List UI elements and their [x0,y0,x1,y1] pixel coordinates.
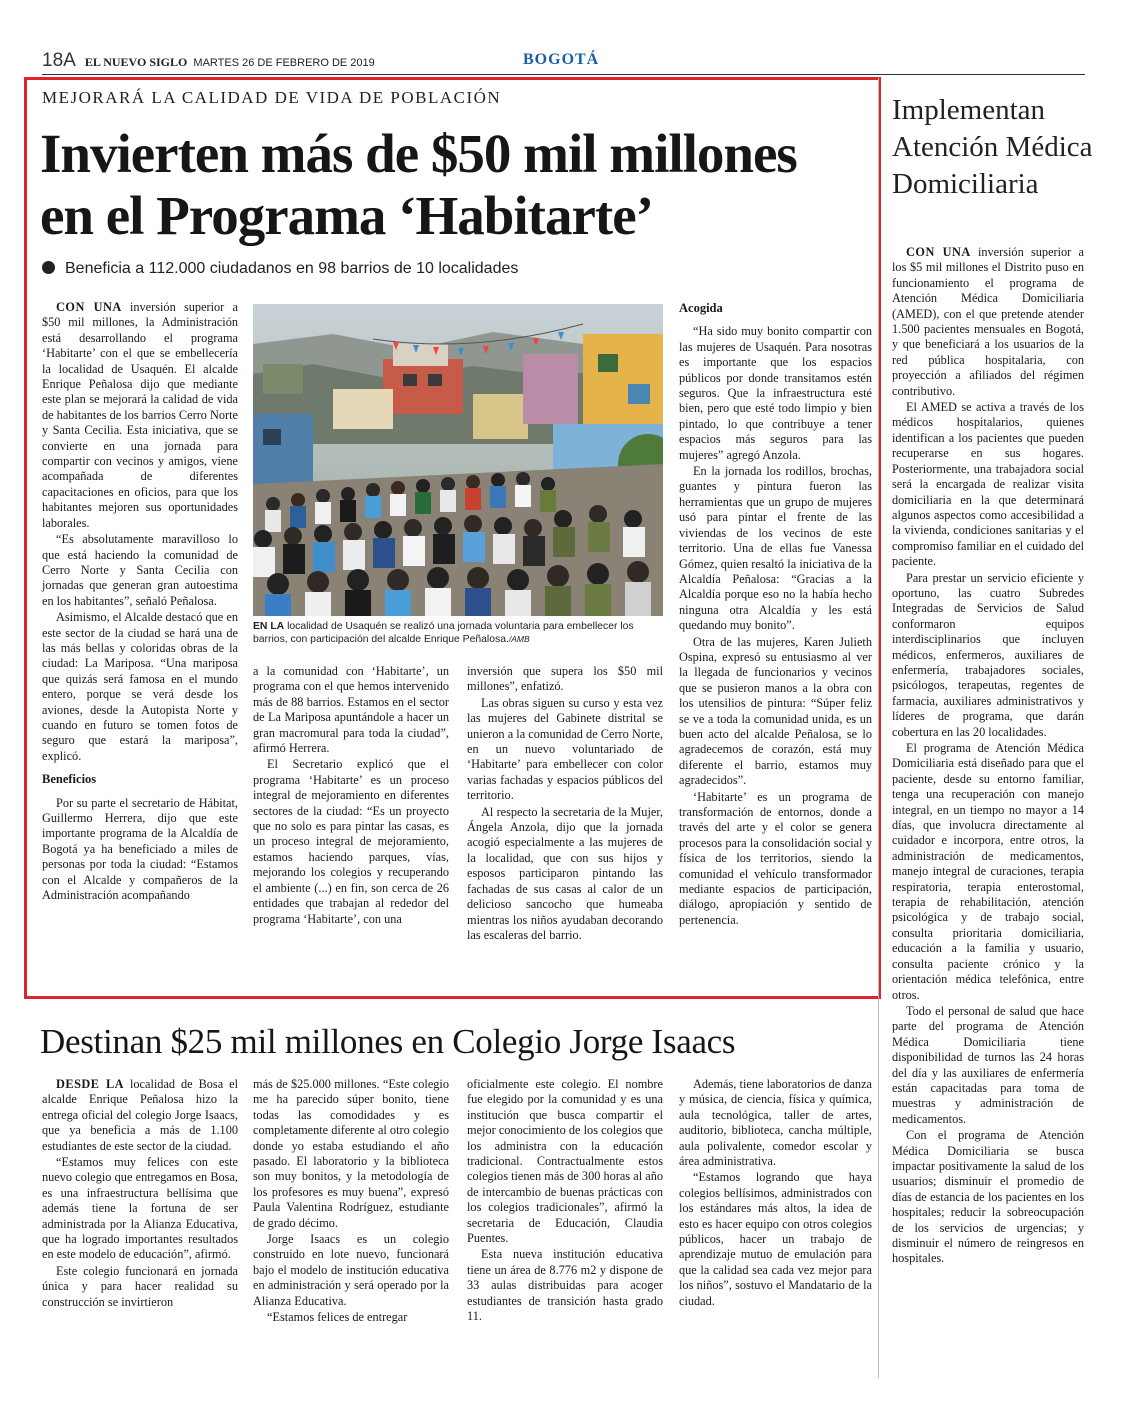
second-article-column-4 [679,1077,872,1310]
side-article-body [892,245,1084,1268]
second-article-column-1 [42,1077,238,1311]
paragraph: Las obras siguen su curso y esta vez las mujeres del Gabinete distrital se unieron a la comunidad de Cerro Norte, en un nuevo voluntariado de ‘Habitarte’ para embellecer con color varias fachadas y espacios públicos del territorio. [467,695,663,803]
subhead-text: Beneficia a 112.000 ciudadanos en 98 barrios de 10 localidades [65,260,519,277]
article-headline [40,123,870,247]
paragraph: inversión superior a $50 mil millones, la Administración está desarrollando el programa ‘Habitarte’ con el que se embellecería la localidad de Usaquén. El alcalde Enrique Peñalosa dijo que mediante este plan se mejorará la calidad de vida de habitantes de los barrios Cerro Norte y Santa Cecilia. Esta iniciativa, que se convierte en una jornada para compartir con vecinos y amigos, viene acompañada de diferentes capacitaciones en oficios, para que los habitantes mejoren sus oportunidades laborales. [42,300,239,530]
paragraph: El programa de Atención Médica Domiciliaria está diseñado para que el paciente, desde su entorno familiar, tenga una recuperación con manejo integral, en un tiempo no mayor a 14 días, que involucra directamente al cuidador e incorpora, entre otros, la administración de medicamentos, manejo integral de curaciones, terapia respiratoria, terapia enterostomal, terapia de rehabilitación, atención psicológica y de trabajo social, consulta prioritaria domiciliaria, educación a la familia y usuario, consulta paciente crónico y la orientación médica telefónica, entre otros. [892,741,1084,1002]
paragraph: Este colegio funcionará en jornada única y para hacer realidad su construcción se invirtieron [42,1263,238,1309]
main-article-column-4 [679,293,872,929]
lead-in: CON UNA [906,245,971,259]
headline-line-2: en el Programa ‘Habitarte’ [40,185,653,246]
main-article-column-2 [253,664,449,928]
header-rule [42,74,1085,75]
paragraph: localidad de Bosa el alcalde Enrique Peñalosa hizo la entrega oficial del colegio Jorge Isaacs, que ya beneficia a más de 1.100 estudiantes de este sector de la ciudad. [42,1077,238,1153]
paragraph: El Secretario explicó que el programa ‘Habitarte’ es un proceso integral de mejoramiento en diferentes sectores de la ciudad: “Es un proyecto que no solo es para pintar las casas, es un proceso integral de mejoramiento, estamos haciendo parques, vías, mejorando los colegios y recuperando el ambiente (...) en fin, son cerca de 26 entidades que trabajan al rededor del programa ‘Habitarte’, con una [253,757,449,926]
paragraph: “Estamos muy felices con este nuevo colegio que entregamos en Bosa, es una infraestructura bellísima que además tiene la fortuna de ser administrada por la Alianza Educativa, que ha logrado importantes resultados en este modelo de educación”, afirmó. [42,1155,238,1262]
bullet-icon [42,261,55,274]
paragraph: ‘Habitarte’ es un programa de transformación de entornos, donde a través del arte y el color se genera procesos para la consolidación social y física de los territorios, siendo la comunidad el vehículo transformador mediante espacios de participación, diálogo, apropiación y sentido de pertenencia. [679,789,872,927]
main-article-column-3 [467,664,663,944]
paragraph: En la jornada los rodillos, brochas, guantes y pintura fueron las herramientas que un grupo de mujeres usó para pintar el frente de las viviendas de los vecinos de este territorio. Una de ellas fue Vanessa Gómez, quien resaltó la iniciativa de la Alcaldía Peñalosa: “Gracias a la Alcaldía porque eso no la había hecho ninguna otra Alcaldía y les está quedando muy bonito”. [679,464,872,633]
column-divider [878,78,879,1378]
paragraph: “Es absolutamente maravilloso lo que está haciendo la comunidad de Cerro Norte y Santa Cecilia con jornadas que generan gran autoestima en los habitantes”, señaló Peñalosa. [42,532,238,608]
article-photo [253,304,663,616]
paragraph: Al respecto la secretaria de la Mujer, Ángela Anzola, dijo que la jornada acogió especialmente a las mujeres de la localidad, que con sus hijos y esposos participaron pintando las fachadas de sus casas al calor de un delicioso sancocho que humeaba mientras los niños ayudaban decorando las escaleras del barrio. [467,804,663,942]
paragraph: oficialmente este colegio. El nombre fue elegido por la comunidad y es una institución que busca compartir el mejor conocimiento de los colegios que los administra con la educación tradicional. Contractualmente estos colegios tienen más de 300 horas al año de intercambio de buenas prácticas con los colegios tradicionales”, afirmó la secretaria de Educación, Claudia Puentes. [467,1077,663,1246]
paragraph: Jorge Isaacs es un colegio construido en lote nuevo, funcionará bajo el modelo de institución educativa en administración y será operado por la Alianza Educativa. [253,1232,449,1308]
section-subhead: Acogida [679,301,723,315]
photo-credit: /AMB [508,634,530,644]
section-name: BOGOTÁ [523,51,600,68]
lead-in: DESDE LA [56,1077,125,1091]
paragraph: “Estamos felices de entregar [267,1310,408,1325]
section-subhead: Beneficios [42,772,97,787]
lead-in: CON UNA [56,300,122,314]
paragraph: Asimismo, el Alcalde destacó que en este sector de la ciudad se hará una de las más bellas y coloridas obras de la ciudad: La Mariposa. “Una mariposa que quizás será famosa en el mundo entero, porque se verá desde los aviones, desde la Autopista Norte y cuando en futuro se tomen fotos de seguro que estará la mariposa”, explicó. [42,610,238,763]
paragraph: El AMED se activa a través de los médicos hospitalarios, quienes identifican a los pacientes que pueden recuperarse en sus hogares. Posteriormente, una trabajadora social será la encargada de realizar visita domiciliaria en la que determinará algunos aspectos como accesibilidad a la vivienda, condiciones sanitarias y el compromiso familiar en el cuidado del paciente. [892,400,1084,569]
paragraph: Para prestar un servicio eficiente y oportuno, las cuatro Subredes Integradas de Servicios de Salud conformaron equipos interdisciplinarios que incluyen médicos, enfermeros, auxiliares de enfermería, trabajadores sociales, psicólogos, terapeutas, regentes de farmacia, auxiliares administrativos y líderes de programa, que darán cobertura en las 20 localidades. [892,570,1084,739]
paragraph: “Ha sido muy bonito compartir con las mujeres de Usaquén. Para nosotras es importante que los espacios públicos por donde transitamos estén seguros. Que la infraestructura esté bien, pero que esté todo limpio y bien pintado, lo que contribuye a tener espacios más seguros para las mujeres” agregó Anzola. [679,324,872,462]
caption-text: localidad de Usaquén se realizó una jornada voluntaria para embellecer los barrios, con participación del alcalde Enrique Peñalosa. [253,621,634,645]
paragraph: a la comunidad con ‘Habitarte’, un programa con el que hemos intervenido más de 88 barrios. Estamos en el sector de La Mariposa apuntándole a hacer un gran macromural para toda la ciudad”, afirmó Herrera. [253,664,449,756]
paragraph: “Estamos logrando que haya colegios bellísimos, administrados con los estándares más altos, la idea de esto es hacer equipo con otros colegios públicos, hacer un trabajo de aprendizaje mutuo de emulación para que la calidad sea cada vez mejor para los niños”, sostuvo el Mandatario de la ciudad. [679,1170,872,1308]
second-article-headline: Destinan $25 mil millones en Colegio Jorge Isaacs [40,1022,736,1061]
photo-caption [253,620,668,646]
newspaper-name: EL NUEVO SIGLO [84,55,188,69]
issue-date: MARTES 26 DE FEBRERO DE 2019 [193,57,375,69]
paragraph: Por su parte el secretario de Hábitat, Guillermo Herrera, dijo que este importante programa de la Alcaldía de Bogotá ya ha beneficiado a miles de personas por toda la ciudad: “Estamos con el Alcalde y compañeros de la Administración acompañando [42,795,238,903]
page-number: 18A [42,50,76,71]
crowd-photo-illustration [253,304,663,616]
paragraph: inversión superior a los $5 mil millones el Distrito puso en funcionamiento el programa de Atención Médica Domiciliaria (AMED), con el que pretende atender 1.500 pacientes mensuales en Bogotá, y que beneficiará a los usuarios de la red pública hospitalaria, con proyección a afiliados del régimen contributivo. [892,245,1084,398]
side-article-headline: Implementan Atención Médica Domiciliaria [892,94,1093,200]
paragraph: Además, tiene laboratorios de danza y música, de ciencia, física y química, aula tecnológica, taller de artes, auditorio, biblioteca, cancha múltiple, aula polivalente, comedor escolar y área administrativa. [679,1077,872,1169]
main-article-column-1 [42,300,238,904]
second-article-column-2 [253,1077,449,1327]
headline-line-1: Invierten más de $50 mil millones [40,123,797,184]
paragraph: inversión que supera los $50 mil millones”, enfatizó. [467,664,663,694]
article-kicker: MEJORARÁ LA CALIDAD DE VIDA DE POBLACIÓN [42,88,502,107]
second-article-column-3 [467,1077,663,1326]
page-header [42,50,375,72]
article-subhead [42,260,518,278]
paragraph: más de $25.000 millones. “Este colegio me ha parecido súper bonito, tiene todas las comodidades y es completamente diferente al otro colegio donde yo estaba estudiando el año pasado. El laboratorio y la biblioteca son muy bonitos, y la metodología de los profesores es muy buena”, expresó Paula Valentina Rodríguez, estudiante de grado décimo. [253,1077,449,1230]
paragraph: Otra de las mujeres, Karen Julieth Ospina, expresó su entusiasmo al ver la llegada de funcionarios y vecinos que se pusieron manos a la obra con los utensilios de pintura: “Súper feliz se ve a toda la comunidad unida, es un buen acto del alcalde Peñalosa, se lo agradecemos de corazón, está muy diferente el barrio, estamos muy agradecidos”. [679,634,872,788]
paragraph: Todo el personal de salud que hace parte del programa de Atención Médica Domiciliaria tiene disponibilidad de turnos las 24 horas del día y las auxiliares de enfermería están capacitadas para toma de muestras y administración de medicamentos. [892,1003,1084,1126]
paragraph: Esta nueva institución educativa tiene un área de 8.776 m2 y dispone de 33 aulas distribuidas para acoger estudiantes de transición hasta grado 11. [467,1247,663,1324]
paragraph: Con el programa de Atención Médica Domiciliaria se busca impactar positivamente la salud de los usuarios; disminuir el promedio de días de estancia de los pacientes en los hospitales; reducir la sobreocupación de los servicios de urgencias; y disminuir el número de reingresos en hospitales. [892,1128,1084,1266]
caption-lead: EN LA [253,621,285,632]
